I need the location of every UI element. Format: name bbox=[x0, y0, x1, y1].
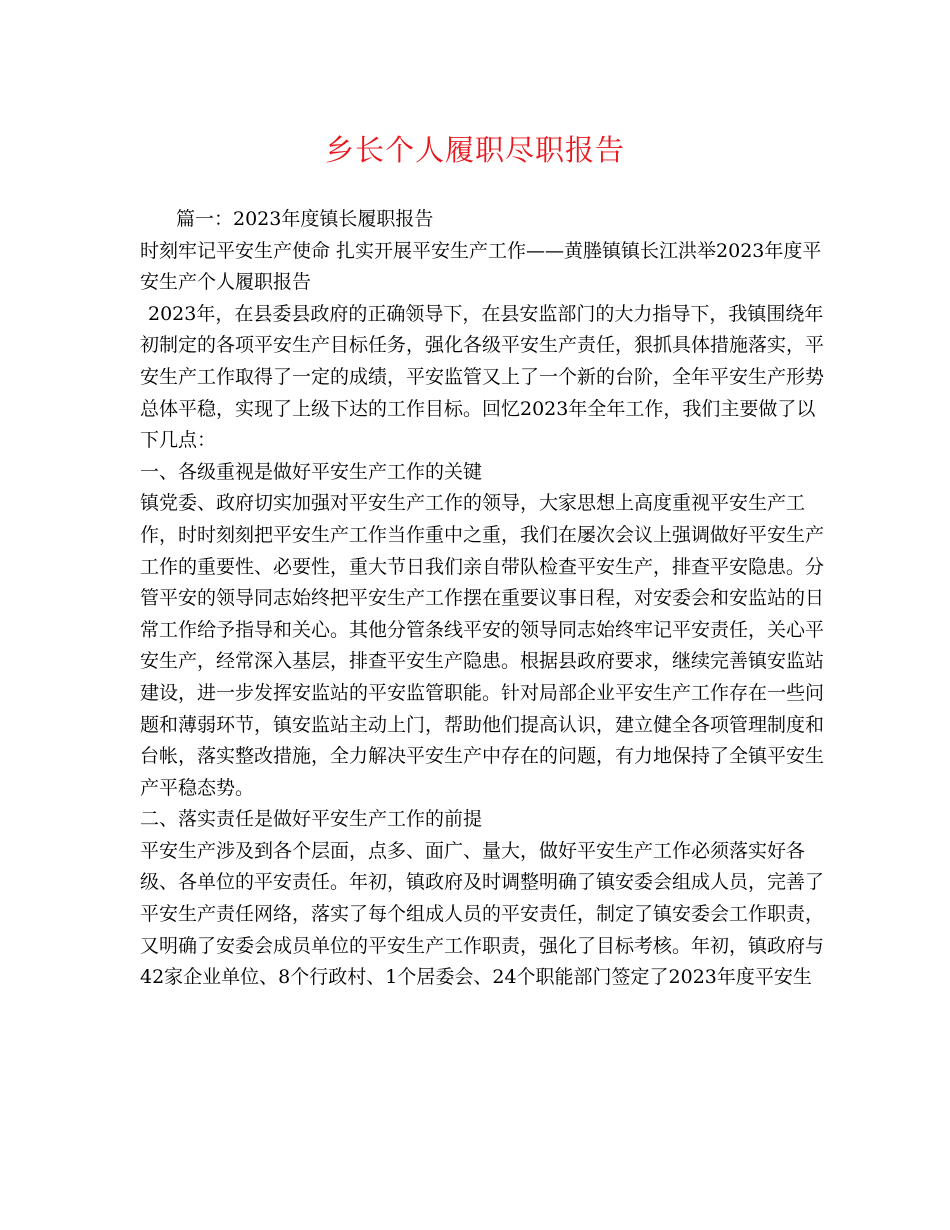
paragraph-line: 安生产工作取得了一定的成绩，平安监管又上了一个新的台阶，全年平安生产形势 bbox=[140, 365, 825, 388]
paragraph-line: 产平稳态势。 bbox=[140, 776, 255, 799]
document-title: 乡长个人履职尽职报告 bbox=[324, 133, 625, 167]
paragraph-line: 级、各单位的平安责任。年初，镇政府及时调整明确了镇安委会组成人员，完善了 bbox=[140, 871, 825, 894]
paragraph-line: 安生产，经常深入基层，排查平安生产隐患。根据县政府要求，继续完善镇安监站 bbox=[140, 650, 825, 673]
section-heading: 一、各级重视是做好平安生产工作的关键 bbox=[140, 460, 483, 483]
paragraph-line: 题和薄弱环节，镇安监站主动上门，帮助他们提高认识，建立健全各项管理制度和 bbox=[140, 713, 825, 736]
paragraph-line: 镇党委、政府切实加强对平安生产工作的领导，大家思想上高度重视平安生产工 bbox=[140, 492, 806, 515]
paragraph-line: 管平安的领导同志始终把平安生产工作摆在重要议事日程，对安委会和安监站的日 bbox=[140, 587, 825, 610]
paragraph-line: 建设，进一步发挥安监站的平安监管职能。针对局部企业平安生产工作存在一些问 bbox=[140, 681, 825, 704]
paragraph-line: 初制定的各项平安生产目标任务，强化各级平安生产责任，狠抓具体措施落实，平 bbox=[140, 334, 825, 357]
paragraph-line: 又明确了安委会成员单位的平安生产工作职责，强化了目标考核。年初，镇政府与 bbox=[140, 934, 825, 957]
subtitle-line: 时刻牢记平安生产使命 扎实开展平安生产工作——黄塍镇镇长江洪举2023年度平 bbox=[140, 239, 822, 262]
paragraph-line: 台帐，落实整改措施，全力解决平安生产中存在的问题，有力地保持了全镇平安生 bbox=[140, 745, 825, 768]
paragraph-line: 平安生产涉及到各个层面，点多、面广、量大，做好平安生产工作必须落实好各 bbox=[140, 839, 806, 862]
paragraph-line: 平安生产责任网络，落实了每个组成人员的平安责任，制定了镇安委会工作职责， bbox=[140, 903, 825, 926]
document-body bbox=[140, 204, 825, 994]
paragraph-line: 作，时时刻刻把平安生产工作当作重中之重，我们在屡次会议上强调做好平安生产 bbox=[140, 523, 825, 546]
paragraph-line: 总体平稳，实现了上级下达的工作目标。回忆2023年全年工作，我们主要做了以 bbox=[140, 397, 816, 420]
subtitle-line: 安生产个人履职报告 bbox=[140, 271, 312, 294]
paragraph-line: 工作的重要性、必要性，重大节日我们亲自带队检查平安生产，排查平安隐患。分 bbox=[140, 555, 825, 578]
section-heading: 篇一：2023年度镇长履职报告 bbox=[176, 208, 434, 230]
paragraph-line: 42家企业单位、8个行政村、1个居委会、24个职能部门签定了2023年度平安生 bbox=[140, 966, 812, 989]
paragraph-line: 下几点： bbox=[140, 429, 217, 452]
section-heading: 二、落实责任是做好平安生产工作的前提 bbox=[140, 808, 483, 831]
paragraph-line: 常工作给予指导和关心。其他分管条线平安的领导同志始终牢记平安责任，关心平 bbox=[140, 618, 825, 641]
paragraph-line: 2023年，在县委县政府的正确领导下，在县安监部门的大力指导下，我镇围绕年 bbox=[148, 302, 824, 325]
